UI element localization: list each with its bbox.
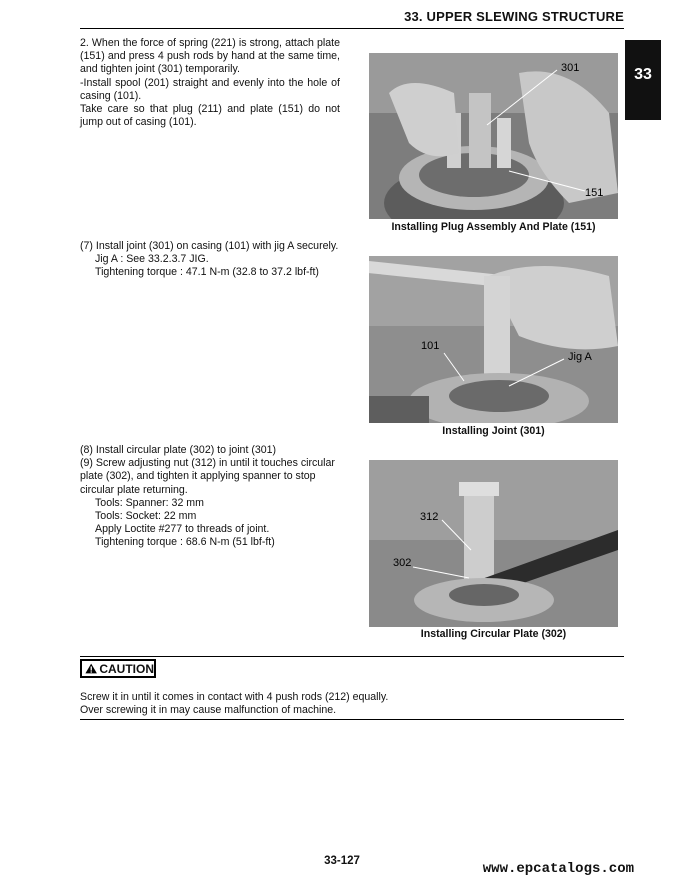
photo-plug-assembly	[369, 53, 618, 219]
step-7-text	[80, 240, 342, 280]
step-9-tool-2: Tools: Socket: 22 mm	[95, 510, 197, 523]
label-312: 312	[420, 511, 439, 523]
website-watermark: www.epcatalogs.com	[482, 861, 634, 877]
section-title: 33. UPPER SLEWING STRUCTURE	[404, 9, 624, 24]
step-2-text	[80, 37, 340, 129]
caution-text	[80, 691, 620, 717]
photo-circular-plate	[369, 460, 618, 627]
label-jig-a: Jig A	[568, 351, 592, 363]
step-7-title: (7) Install joint (301) on casing (101) with jig A securely.	[80, 240, 339, 252]
caution-line-1: Screw it in until it comes in contact with 4 push rods (212) equally.	[80, 691, 389, 703]
step-2-para-2: -Install spool (201) straight and evenly into the hole of casing (101).	[80, 76, 340, 102]
caution-badge	[80, 659, 156, 678]
step-7-jig: Jig A : See 33.2.3.7 JIG.	[95, 253, 209, 266]
photo-3-caption: Installing Circular Plate (302)	[420, 628, 567, 640]
step-9-title: (9) Screw adjusting nut (312) in until it touches circular plate (302), and tighten it applying spanner to stop circular plate returning.	[80, 457, 335, 496]
caution-top-rule	[80, 656, 624, 657]
step-9-loctite: Apply Loctite #277 to threads of joint.	[95, 523, 270, 536]
step-9-tool-1: Tools: Spanner: 32 mm	[95, 496, 204, 509]
step-8-9-text	[80, 444, 342, 550]
chapter-tab: 33	[625, 40, 661, 120]
photo-joint-install	[369, 256, 618, 423]
label-301: 301	[561, 62, 580, 74]
caution-line-2: Over screwing it in may cause malfunction of machine.	[80, 704, 337, 717]
step-7-torque: Tightening torque : 47.1 N-m (32.8 to 37.2 lbf-ft)	[95, 266, 319, 279]
label-151: 151	[585, 187, 604, 199]
warning-triangle-icon	[85, 662, 97, 675]
caution-bottom-rule	[80, 719, 624, 720]
step-9-torque: Tightening torque : 68.6 N-m (51 lbf-ft)	[95, 536, 275, 549]
page-number: 33-127	[324, 855, 360, 867]
step-2-para-1: 2. When the force of spring (221) is strong, attach plate (151) and press 4 push rods by hand at the same time, and tighten joint (301) temporarily.	[80, 37, 340, 76]
caution-label: CAUTION	[99, 661, 154, 676]
step-8-title: (8) Install circular plate (302) to joint (301)	[80, 444, 277, 456]
photo-2-caption: Installing Joint (301)	[442, 425, 545, 437]
label-101: 101	[421, 340, 440, 352]
header-rule	[80, 28, 624, 29]
label-302: 302	[393, 557, 412, 569]
step-2-para-3: Take care so that plug (211) and plate (151) do not jump out of casing (101).	[80, 103, 340, 129]
photo-1-caption: Installing Plug Assembly And Plate (151)	[391, 221, 596, 233]
